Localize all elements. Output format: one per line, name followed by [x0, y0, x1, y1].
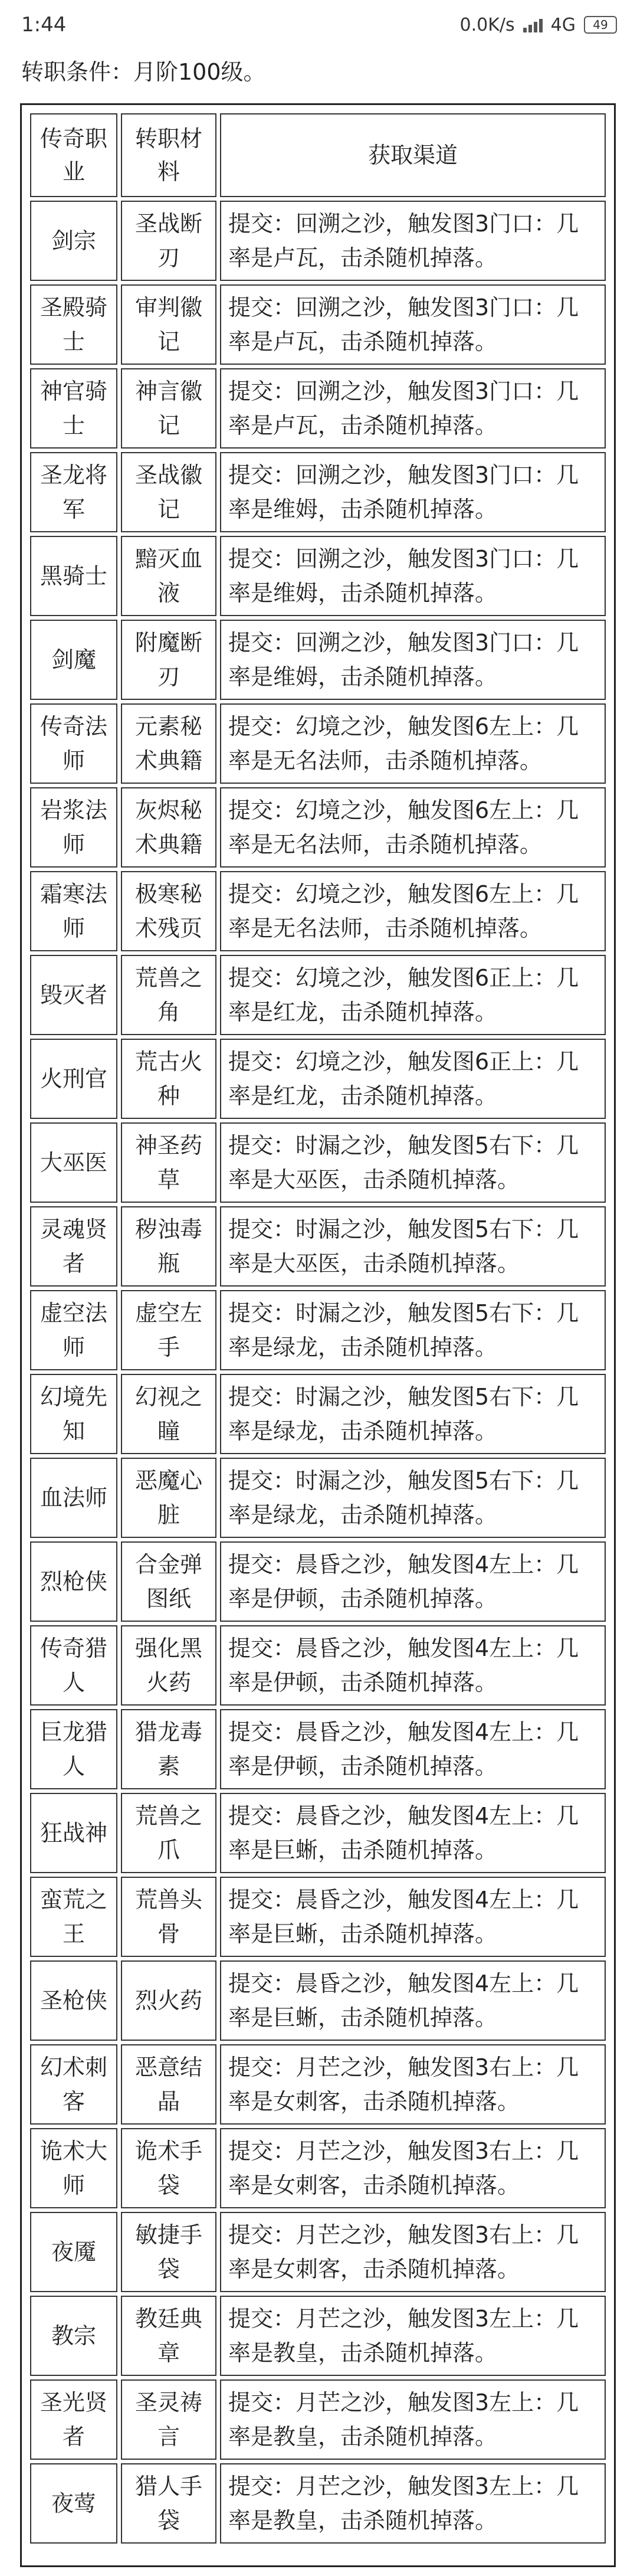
source-cell: 提交：时漏之沙，触发图5右下：几率是绿龙，击杀随机掉落。 [220, 1458, 606, 1538]
material-cell: 黯灭血液 [121, 536, 216, 616]
status-indicators [460, 15, 617, 35]
class-name-cell: 霜寒法师 [30, 871, 117, 951]
class-name-cell: 毁灭者 [30, 955, 117, 1035]
source-cell: 提交：时漏之沙，触发图5右下：几率是大巫医，击杀随机掉落。 [220, 1122, 606, 1203]
table-row [30, 2044, 606, 2125]
material-cell: 元素秘术典籍 [121, 703, 216, 784]
table-row [30, 1960, 606, 2041]
class-name-cell: 夜莺 [30, 2463, 117, 2544]
class-name-cell: 巨龙猎人 [30, 1709, 117, 1789]
class-name-cell: 圣枪侠 [30, 1960, 117, 2041]
material-cell: 虚空左手 [121, 1290, 216, 1370]
material-cell: 荒兽之爪 [121, 1793, 216, 1873]
material-cell: 幻视之瞳 [121, 1374, 216, 1454]
material-cell: 极寒秘术残页 [121, 871, 216, 951]
table-row [30, 368, 606, 449]
source-cell: 提交：晨昏之沙，触发图4左上：几率是伊顿，击杀随机掉落。 [220, 1541, 606, 1622]
source-cell: 提交：月芒之沙，触发图3右上：几率是女刺客，击杀随机掉落。 [220, 2212, 606, 2292]
table-row [30, 1541, 606, 1622]
material-cell: 猎人手袋 [121, 2463, 216, 2544]
header-class: 传奇职业 [30, 113, 117, 197]
material-cell: 诡术手袋 [121, 2128, 216, 2208]
table-row [30, 1877, 606, 1957]
class-name-cell: 圣殿骑士 [30, 284, 117, 365]
table-row [30, 1625, 606, 1706]
class-name-cell: 血法师 [30, 1458, 117, 1538]
table-row [30, 620, 606, 700]
class-name-cell: 蛮荒之王 [30, 1877, 117, 1957]
class-name-cell: 灵魂贤者 [30, 1206, 117, 1287]
material-cell: 秽浊毒瓶 [121, 1206, 216, 1287]
class-name-cell: 幻术刺客 [30, 2044, 117, 2125]
material-cell: 恶魔心脏 [121, 1458, 216, 1538]
source-cell: 提交：月芒之沙，触发图3左上：几率是教皇，击杀随机掉落。 [220, 2379, 606, 2460]
table-row [30, 2128, 606, 2208]
class-name-cell: 烈枪侠 [30, 1541, 117, 1622]
table-row [30, 2212, 606, 2292]
table-row [30, 787, 606, 868]
class-name-cell: 狂战神 [30, 1793, 117, 1873]
table-row [30, 2463, 606, 2544]
network-type: 4G [550, 14, 576, 35]
table-row [30, 1122, 606, 1203]
class-materials-table [20, 103, 616, 2567]
table-row [30, 871, 606, 951]
table-row [30, 1793, 606, 1873]
source-cell: 提交：月芒之沙，触发图3左上：几率是教皇，击杀随机掉落。 [220, 2296, 606, 2376]
material-cell: 敏捷手袋 [121, 2212, 216, 2292]
promotion-condition: 转职条件：月阶100级。 [21, 59, 266, 85]
source-cell: 提交：晨昏之沙，触发图4左上：几率是巨蜥，击杀随机掉落。 [220, 1877, 606, 1957]
source-cell: 提交：时漏之沙，触发图5右下：几率是绿龙，击杀随机掉落。 [220, 1290, 606, 1370]
header-source: 获取渠道 [220, 113, 606, 197]
material-cell: 猎龙毒素 [121, 1709, 216, 1789]
material-cell: 附魔断刃 [121, 620, 216, 700]
signal-strength-icon [523, 17, 543, 32]
class-name-cell: 剑魔 [30, 620, 117, 700]
class-name-cell: 岩浆法师 [30, 787, 117, 868]
source-cell: 提交：月芒之沙，触发图3右上：几率是女刺客，击杀随机掉落。 [220, 2128, 606, 2208]
table-row [30, 955, 606, 1035]
table-row [30, 1458, 606, 1538]
material-cell: 荒兽之角 [121, 955, 216, 1035]
source-cell: 提交：晨昏之沙，触发图4左上：几率是伊顿，击杀随机掉落。 [220, 1709, 606, 1789]
material-cell: 圣战徽记 [121, 452, 216, 532]
class-name-cell: 传奇法师 [30, 703, 117, 784]
source-cell: 提交：时漏之沙，触发图5右下：几率是绿龙，击杀随机掉落。 [220, 1374, 606, 1454]
material-cell: 荒兽头骨 [121, 1877, 216, 1957]
source-cell: 提交：时漏之沙，触发图5右下：几率是大巫医，击杀随机掉落。 [220, 1206, 606, 1287]
material-cell: 圣战断刃 [121, 201, 216, 281]
material-cell: 强化黑火药 [121, 1625, 216, 1706]
source-cell: 提交：晨昏之沙，触发图4左上：几率是巨蜥，击杀随机掉落。 [220, 1793, 606, 1873]
class-name-cell: 剑宗 [30, 201, 117, 281]
class-name-cell: 黑骑士 [30, 536, 117, 616]
class-name-cell: 夜魇 [30, 2212, 117, 2292]
source-cell: 提交：晨昏之沙，触发图4左上：几率是巨蜥，击杀随机掉落。 [220, 1960, 606, 2041]
class-name-cell: 虚空法师 [30, 1290, 117, 1370]
table-row [30, 703, 606, 784]
class-name-cell: 幻境先知 [30, 1374, 117, 1454]
table-header-row [30, 113, 606, 197]
source-cell: 提交：回溯之沙，触发图3门口：几率是卢瓦，击杀随机掉落。 [220, 201, 606, 281]
source-cell: 提交：月芒之沙，触发图3右上：几率是女刺客，击杀随机掉落。 [220, 2044, 606, 2125]
material-cell: 荒古火种 [121, 1039, 216, 1119]
table-row [30, 536, 606, 616]
source-cell: 提交：回溯之沙，触发图3门口：几率是卢瓦，击杀随机掉落。 [220, 368, 606, 449]
material-cell: 圣灵祷言 [121, 2379, 216, 2460]
material-cell: 合金弹图纸 [121, 1541, 216, 1622]
material-cell: 恶意结晶 [121, 2044, 216, 2125]
header-material: 转职材料 [121, 113, 216, 197]
source-cell: 提交：回溯之沙，触发图3门口：几率是卢瓦，击杀随机掉落。 [220, 284, 606, 365]
table-row [30, 284, 606, 365]
table-row [30, 2296, 606, 2376]
class-name-cell: 圣龙将军 [30, 452, 117, 532]
class-name-cell: 火刑官 [30, 1039, 117, 1119]
table-row [30, 1290, 606, 1370]
network-speed: 0.0K/s [459, 14, 515, 35]
battery-icon: 49 [584, 16, 617, 34]
source-cell: 提交：回溯之沙，触发图3门口：几率是维姆，击杀随机掉落。 [220, 620, 606, 700]
class-name-cell: 诡术大师 [30, 2128, 117, 2208]
source-cell: 提交：幻境之沙，触发图6左上：几率是无名法师，击杀随机掉落。 [220, 703, 606, 784]
class-name-cell: 大巫医 [30, 1122, 117, 1203]
material-cell: 教廷典章 [121, 2296, 216, 2376]
material-cell: 神言徽记 [121, 368, 216, 449]
source-cell: 提交：回溯之沙，触发图3门口：几率是维姆，击杀随机掉落。 [220, 452, 606, 532]
class-name-cell: 圣光贤者 [30, 2379, 117, 2460]
table-row [30, 1374, 606, 1454]
source-cell: 提交：回溯之沙，触发图3门口：几率是维姆，击杀随机掉落。 [220, 536, 606, 616]
class-name-cell: 传奇猎人 [30, 1625, 117, 1706]
source-cell: 提交：月芒之沙，触发图3左上：几率是教皇，击杀随机掉落。 [220, 2463, 606, 2544]
source-cell: 提交：幻境之沙，触发图6左上：几率是无名法师，击杀随机掉落。 [220, 871, 606, 951]
table-row [30, 452, 606, 532]
material-cell: 神圣药草 [121, 1122, 216, 1203]
table-row [30, 2379, 606, 2460]
source-cell: 提交：幻境之沙，触发图6左上：几率是无名法师，击杀随机掉落。 [220, 787, 606, 868]
source-cell: 提交：晨昏之沙，触发图4左上：几率是伊顿，击杀随机掉落。 [220, 1625, 606, 1706]
class-name-cell: 神官骑士 [30, 368, 117, 449]
status-time: 1:44 [21, 13, 67, 37]
source-cell: 提交：幻境之沙，触发图6正上：几率是红龙，击杀随机掉落。 [220, 1039, 606, 1119]
table-row [30, 1039, 606, 1119]
material-cell: 审判徽记 [121, 284, 216, 365]
source-cell: 提交：幻境之沙，触发图6正上：几率是红龙，击杀随机掉落。 [220, 955, 606, 1035]
status-bar [0, 0, 637, 50]
table-row [30, 1709, 606, 1789]
table-row [30, 1206, 606, 1287]
class-name-cell: 教宗 [30, 2296, 117, 2376]
table-row [30, 201, 606, 281]
material-cell: 烈火药 [121, 1960, 216, 2041]
material-cell: 灰烬秘术典籍 [121, 787, 216, 868]
